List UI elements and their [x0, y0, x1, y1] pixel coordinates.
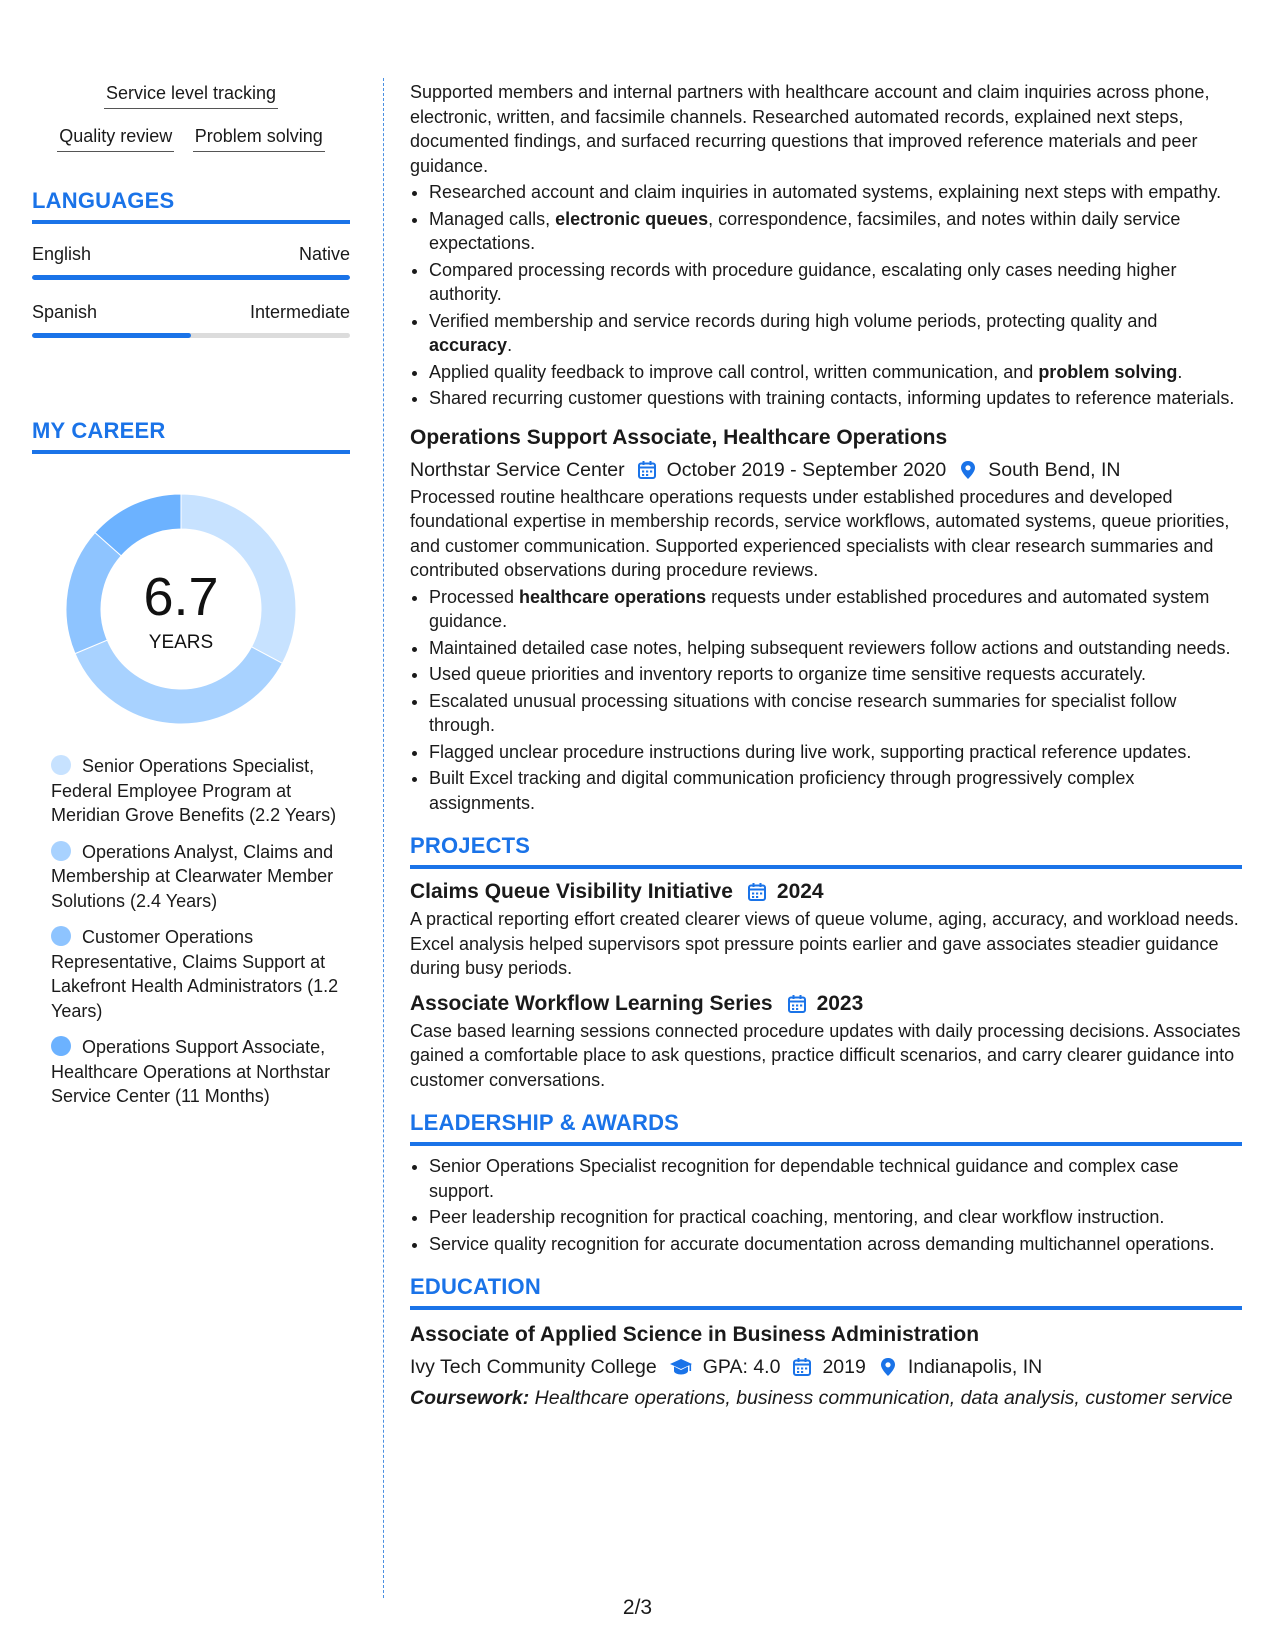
career-legend-item: [51, 1035, 341, 1109]
experience-bullets: [410, 180, 1242, 411]
job-meta: [410, 455, 1242, 485]
column-divider: [383, 78, 384, 1598]
career-legend-item: [51, 925, 341, 1023]
skills-list: [32, 80, 350, 152]
map-pin-icon: [878, 1357, 898, 1377]
calendar-icon: [792, 1357, 812, 1377]
language-proficiency-bar: [32, 275, 350, 280]
language-proficiency-fill: [32, 275, 350, 280]
leadership-item: • Service quality recognition for accurate documentation across demanding multichannel operations.: [429, 1232, 1242, 1257]
right-column: [410, 80, 1242, 1411]
job-bullet: • Built Excel tracking and digital communication proficiency through progressively complex assignments.: [429, 766, 1242, 815]
calendar-icon: [747, 882, 767, 902]
left-column: [32, 80, 350, 1121]
calendar-icon: [787, 994, 807, 1014]
project-year: 2023: [816, 991, 864, 1015]
education-heading: EDUCATION: [410, 1272, 1242, 1310]
skill-tag: Problem solving: [193, 123, 325, 152]
map-pin-icon: [958, 460, 978, 480]
leadership-heading: LEADERSHIP & AWARDS: [410, 1108, 1242, 1146]
career-legend: [32, 754, 341, 1109]
coursework-text: Healthcare operations, business communication, data analysis, customer service: [529, 1387, 1233, 1409]
language-name: English: [32, 244, 92, 264]
experience-bullet: • Managed calls, electronic queues, correspondence, facsimiles, and notes within daily service expectations.: [429, 207, 1242, 256]
project-item: [410, 989, 1242, 1093]
language-level: Intermediate: [249, 302, 350, 322]
education-location: Indianapolis, IN: [907, 1356, 1043, 1378]
language-item: [32, 244, 350, 280]
education-degree: Associate of Applied Science in Business Administration: [410, 1323, 980, 1346]
legend-dot-icon: [51, 926, 71, 946]
projects-heading: PROJECTS: [410, 831, 1242, 869]
job-title: Operations Support Associate, Healthcare Operations: [410, 425, 948, 449]
skills-row: [32, 123, 350, 152]
job-bullets: [410, 585, 1242, 816]
skill-tag: Service level tracking: [104, 80, 278, 109]
career-heading: MY CAREER: [32, 418, 350, 454]
career-legend-text: Customer Operations Representative, Claims Support at Lakefront Health Administrators (1.2 Years): [51, 927, 339, 1021]
project-title: Associate Workflow Learning Series: [410, 991, 773, 1015]
experience-bullet: • Researched account and claim inquiries in automated systems, explaining next steps with empathy.: [429, 180, 1242, 205]
project-item: [410, 877, 1242, 981]
career-legend-text: Operations Analyst, Claims and Membership at Clearwater Member Solutions (2.4 Years): [51, 841, 334, 911]
career-legend-text: Senior Operations Specialist, Federal Employee Program at Meridian Grove Benefits (2.2 Years): [51, 756, 337, 825]
project-description: Case based learning sessions connected procedure updates with daily processing decisions. Associates gained a comfortable place to ask questions, practice difficult scenarios, and carry clearer guidance into customer conversations.: [410, 1020, 1241, 1090]
career-legend-item: [51, 754, 341, 828]
education-meta: [410, 1352, 1242, 1382]
project-description: A practical reporting effort created clearer views of queue volume, aging, accuracy, and workload needs. Excel analysis helped supervisors spot pressure points earlier and gave associates steadier guidance during busy periods.: [410, 909, 1239, 978]
skill-tag: Quality review: [57, 123, 174, 152]
leadership-item: • Peer leadership recognition for practical coaching, mentoring, and clear workflow instruction.: [429, 1205, 1242, 1230]
career-section: [32, 418, 350, 1109]
education-gpa: GPA: 4.0: [702, 1356, 781, 1378]
page-number: 2/3: [622, 1596, 653, 1619]
leadership-list: [410, 1154, 1242, 1256]
career-legend-text: Operations Support Associate, Healthcare Operations at Northstar Service Center (11 Months): [51, 1037, 331, 1106]
languages-section: [32, 188, 350, 338]
job-bullet: • Escalated unusual processing situations with concise research summaries for specialist follow through.: [429, 689, 1242, 738]
legend-dot-icon: [51, 1036, 71, 1056]
job-bullet: • Maintained detailed case notes, helping subsequent reviewers follow actions and outstanding needs.: [429, 636, 1242, 661]
job-bullet: • Processed healthcare operations requests under established procedures and automated system guidance.: [429, 585, 1242, 634]
calendar-icon: [637, 460, 657, 480]
legend-dot-icon: [51, 755, 71, 775]
experience-bullet: • Compared processing records with procedure guidance, escalating only cases needing higher authority.: [429, 258, 1242, 307]
job-company: Northstar Service Center: [410, 458, 625, 481]
language-proficiency-bar: [32, 333, 350, 338]
career-total-value: 6.7: [143, 567, 219, 627]
job-bullet: • Used queue priorities and inventory reports to organize time sensitive requests accurately.: [429, 662, 1242, 687]
graduation-cap-icon: [669, 1357, 693, 1377]
experience-summary: Supported members and internal partners with healthcare account and claim inquiries across phone, electronic, written, and facsimile channels. Researched automated records, explained next steps, documented findings, and surfaced recurring questions that improved reference materials and peer guidance.: [410, 82, 1210, 176]
experience-bullet: • Verified membership and service records during high volume periods, protecting quality and accuracy.: [429, 309, 1242, 358]
career-donut-chart: [66, 494, 296, 724]
skills-row: [32, 80, 350, 109]
education-year: 2019: [822, 1356, 866, 1378]
job-dates: October 2019 - September 2020: [666, 458, 947, 481]
legend-dot-icon: [51, 841, 71, 861]
project-year: 2024: [776, 880, 824, 903]
job-location: South Bend, IN: [988, 458, 1121, 481]
leadership-item: • Senior Operations Specialist recognition for dependable technical guidance and complex case support.: [429, 1154, 1242, 1203]
project-title: Claims Queue Visibility Initiative: [410, 880, 733, 903]
coursework-label: Coursework:: [410, 1387, 530, 1409]
language-level: Native: [298, 244, 350, 264]
education-coursework: [410, 1386, 1242, 1411]
education-school: Ivy Tech Community College: [410, 1356, 657, 1378]
career-legend-item: [51, 840, 341, 914]
languages-heading: LANGUAGES: [32, 188, 350, 224]
career-total-unit: YEARS: [148, 632, 214, 653]
experience-bullet: • Shared recurring customer questions with training contacts, informing updates to reference materials.: [429, 386, 1242, 411]
language-proficiency-fill: [32, 333, 191, 338]
job-bullet: • Flagged unclear procedure instructions during live work, supporting practical reference updates.: [429, 740, 1242, 765]
language-item: [32, 302, 350, 338]
job-summary: Processed routine healthcare operations requests under established procedures and developed foundational expertise in membership records, service workflows, automated systems, queue priorities, and customer communication. Supported experienced specialists with clear research summaries and contributed observations during procedure reviews.: [410, 486, 1230, 580]
experience-bullet: • Applied quality feedback to improve call control, written communication, and problem solving.: [429, 360, 1242, 385]
language-name: Spanish: [32, 302, 98, 322]
